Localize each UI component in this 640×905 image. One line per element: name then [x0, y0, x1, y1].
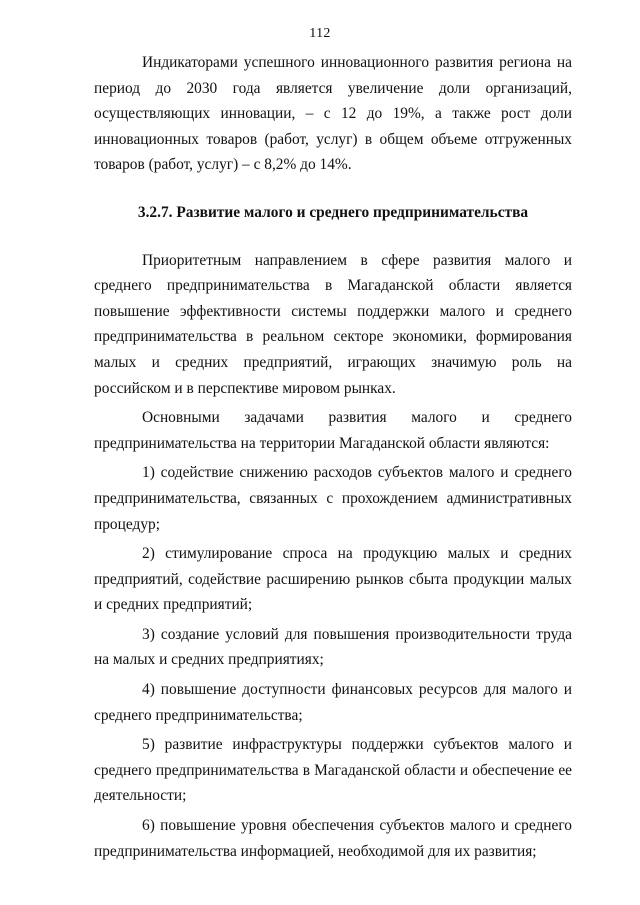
- page-number: 112: [309, 26, 331, 41]
- priority-paragraph: Приоритетным направлением в сфере развития малого и среднего предпринимательства в Магаданской области является повышение эффективности системы поддержки малого и среднего предпринимательства в реальном секторе экономики, формирования малых и средних предприятий, играющих значимую роль на российском и в перспективе мировом рынках.: [94, 251, 572, 397]
- task-item-4: 4) повышение доступности финансовых ресурсов для малого и среднего предпринимательства;: [94, 681, 572, 724]
- task-item-3: 3) создание условий для повышения производительности труда на малых и средних предприятиях;: [94, 625, 572, 669]
- task-item-5: 5) развитие инфраструктуры поддержки субъектов малого и среднего предпринимательства в Магаданской области и обеспечение ее деятельности;: [94, 736, 572, 805]
- tasks-intro-paragraph: Основными задачами развития малого и среднего предпринимательства на территории Магаданской области являются:: [94, 409, 572, 452]
- task-item-2: 2) стимулирование спроса на продукцию малых и средних предприятий, содействие расширению рынков сбыта продукции малых и средних предприятий;: [94, 545, 572, 614]
- intro-paragraph: Индикаторами успешного инновационного развития региона на период до 2030 года является увеличение доли организаций, осуществляющих инновации, – с 12 до 19%, а также рост доли инновационных товаров (работ, услуг) в общем объеме отгруженных товаров (работ, услуг) – с 8,2% до 14%.: [94, 54, 572, 174]
- section-heading: 3.2.7. Развитие малого и среднего предпринимательства: [137, 203, 529, 221]
- task-item-1: 1) содействие снижению расходов субъектов малого и среднего предпринимательства, связанных с прохождением административных процедур;: [94, 464, 572, 533]
- task-item-6: 6) повышение уровня обеспечения субъектов малого и среднего предпринимательства информацией, необходимой для их развития;: [94, 817, 572, 860]
- page-content: [94, 50, 572, 868]
